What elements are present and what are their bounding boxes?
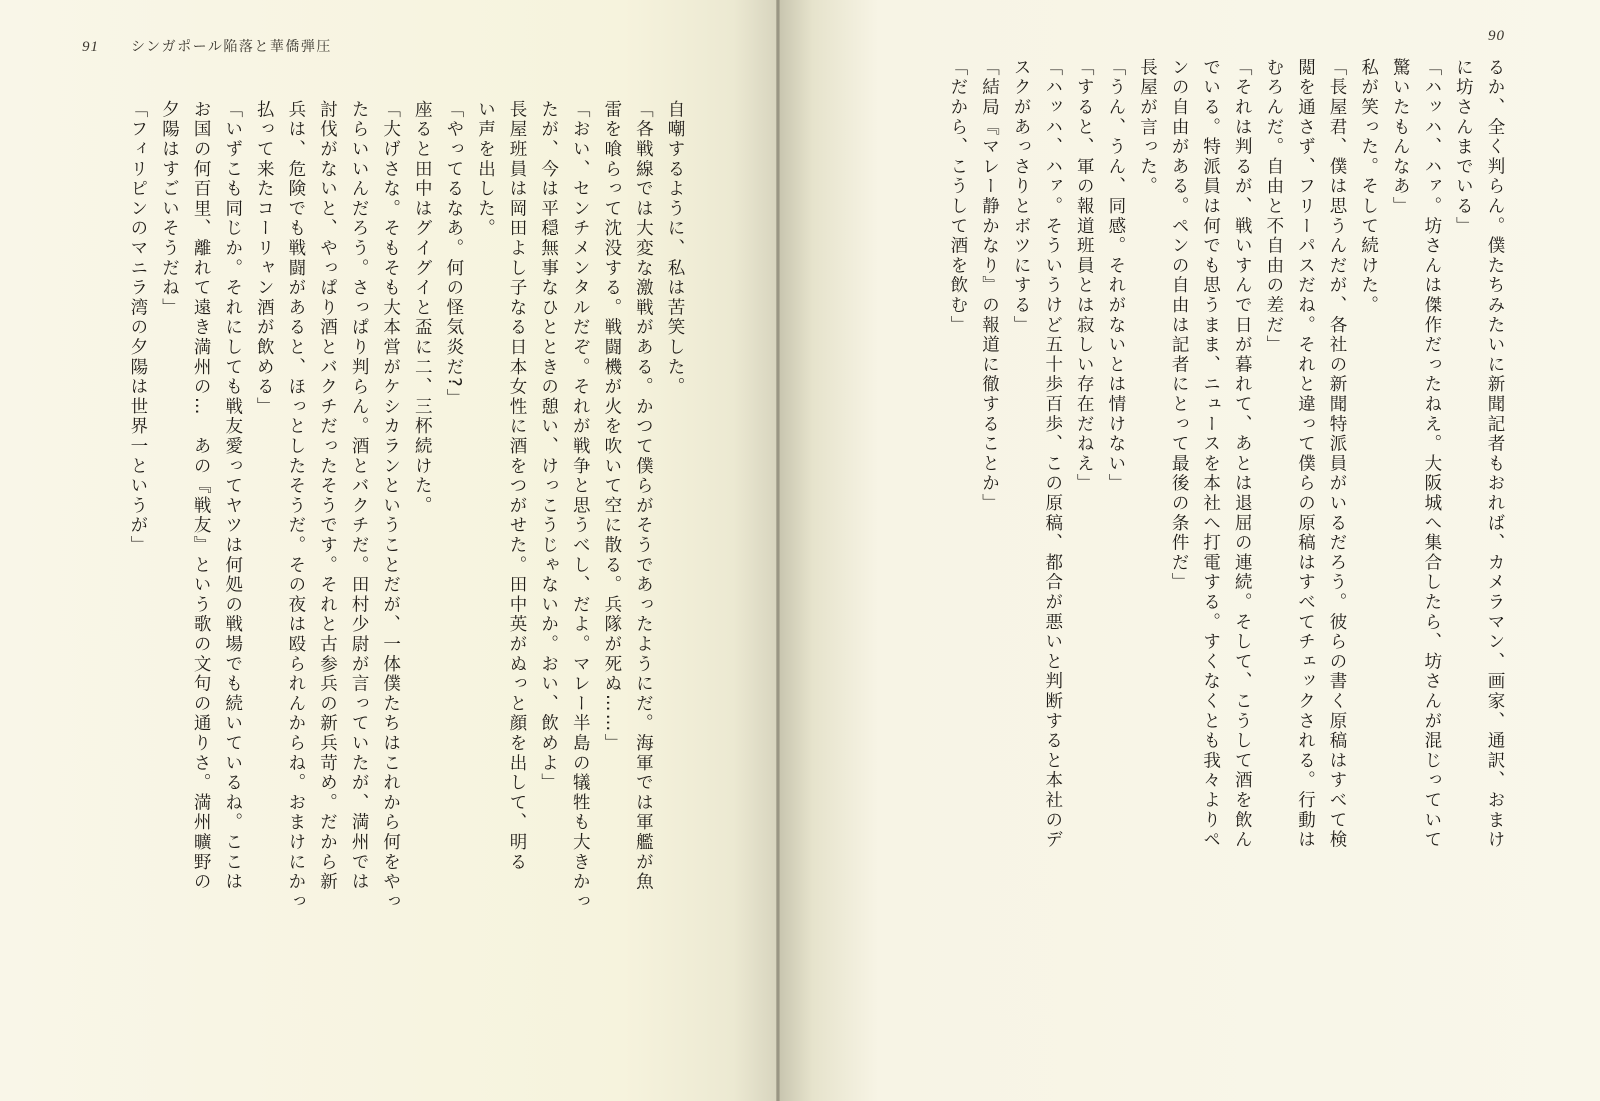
text-line: 「それは判るが、戦いすんで日が暮れて、あとは退屈の連続。そして、こうして酒を飲ん: [1232, 58, 1253, 850]
text-line: 「やってるなあ。何の怪気炎だ?」: [443, 100, 464, 409]
text-line: 「ハッハ、ハァ。そういうけど五十歩百歩、この原稿、都合が悪いと判断すると本社のデ: [1042, 58, 1063, 850]
text-line: 閲を通さず、フリーパスだね。それと違って僕らの原稿はすべてチェックされる。行動は: [1295, 58, 1316, 850]
text-line: 長屋班員は岡田よし子なる日本女性に酒をつがせた。田中英がぬっと顔を出して、明る: [507, 100, 528, 873]
left-page-body: [70, 100, 690, 960]
right-page-number: 90: [1488, 28, 1505, 44]
right-page: [780, 0, 1600, 1101]
text-line: 「フィリピンのマニラ湾の夕陽は世界一というが」: [127, 100, 148, 556]
text-line: 長屋が言った。: [1137, 58, 1158, 197]
running-title: シンガポール陥落と華僑弾圧: [131, 39, 332, 55]
text-line: るか、全く判らん。僕たちみたいに新聞記者もおれば、カメラマン、画家、通訳、おまけ: [1485, 58, 1505, 850]
text-line: 「長屋君、僕は思うんだが、各社の新聞特派員がいるだろう。彼らの書く原稿はすべて検: [1327, 58, 1348, 850]
text-line: お国の何百里、離れて遠き満州の… あの『戦友』という歌の文句の通りさ。満州曠野の: [191, 100, 212, 892]
text-line: スクがあっさりとボツにする」: [1011, 58, 1032, 336]
text-line: 座ると田中はグイグイと盃に二、三杯続けた。: [412, 100, 433, 516]
text-line: 「おい、センチメンタルだぞ。それが戦争と思うべし、だよ。マレー半島の犠牲も大きかっ: [570, 100, 591, 912]
text-line: 私が笑った。そして続けた。: [1358, 58, 1379, 316]
right-page-body: [870, 58, 1510, 938]
text-line: 自嘲するように、私は苦笑した。: [665, 100, 685, 397]
left-page: [0, 0, 780, 1101]
text-line: ンの自由がある。ペンの自由は記者にとって最後の条件だ」: [1169, 58, 1190, 593]
text-line: 驚いたもんなあ」: [1390, 58, 1411, 217]
text-line: 「だから、こうして酒を飲む」: [947, 58, 968, 336]
text-line: 払って来たコーリャン酒が飲める」: [254, 100, 275, 417]
text-line: 「うん、うん、同感。それがないとは情けない」: [1105, 58, 1126, 494]
text-line: に坊さんまでいる」: [1453, 58, 1474, 237]
text-line: 雷を喰らって沈没する。戦闘機が火を吹いて空に散る。兵隊が死ぬ……」: [601, 100, 622, 754]
text-line: い声を出した。: [475, 100, 496, 239]
text-line: 「結局『マレー静かなり』の報道に徹することか」: [979, 58, 1000, 514]
text-line: 夕陽はすごいそうだね」: [159, 100, 180, 318]
text-line: むろんだ。自由と不自由の差だ」: [1263, 58, 1284, 355]
text-line: 討伐がないと、やっぱり酒とバクチだったそうです。それと古参兵の新兵苛め。だから新: [317, 100, 338, 892]
text-line: たらいいんだろう。さっぱり判らん。酒とバクチだ。田村少尉が言っていたが、満州では: [349, 100, 370, 892]
text-line: 「各戦線では大変な激戦がある。かつて僕らがそうであったようにだ。海軍では軍艦が魚: [633, 100, 654, 892]
text-line: 「すると、軍の報道班員とは寂しい存在だねえ」: [1074, 58, 1095, 494]
text-line: 兵は、危険でも戦闘があると、ほっとしたそうだ。その夜は殴られんからね。おまけにかっ: [285, 100, 306, 912]
left-page-number: 91: [82, 39, 99, 55]
text-line: 「ハッハ、ハァ。坊さんは傑作だったねえ。大阪城へ集合したら、坊さんが混じっていて: [1421, 58, 1442, 850]
text-line: 「いずこも同じか。それにしても戦友愛ってヤツは何処の戦場でも続いているね。ここは: [222, 100, 243, 892]
text-line: でいる。特派員は何でも思うまま、ニュースを本社へ打電する。すくなくとも我々よりペ: [1200, 58, 1221, 850]
right-page-header: [1488, 28, 1505, 45]
text-line: 「大げさな。そもそも大本営がケシカランということだが、一体僕たちはこれから何をやっ: [380, 100, 401, 912]
text-line: たが、今は平穏無事なひとときの憩い、けっこうじゃないか。おい、飲めよ」: [538, 100, 559, 793]
left-page-header: [82, 36, 332, 56]
